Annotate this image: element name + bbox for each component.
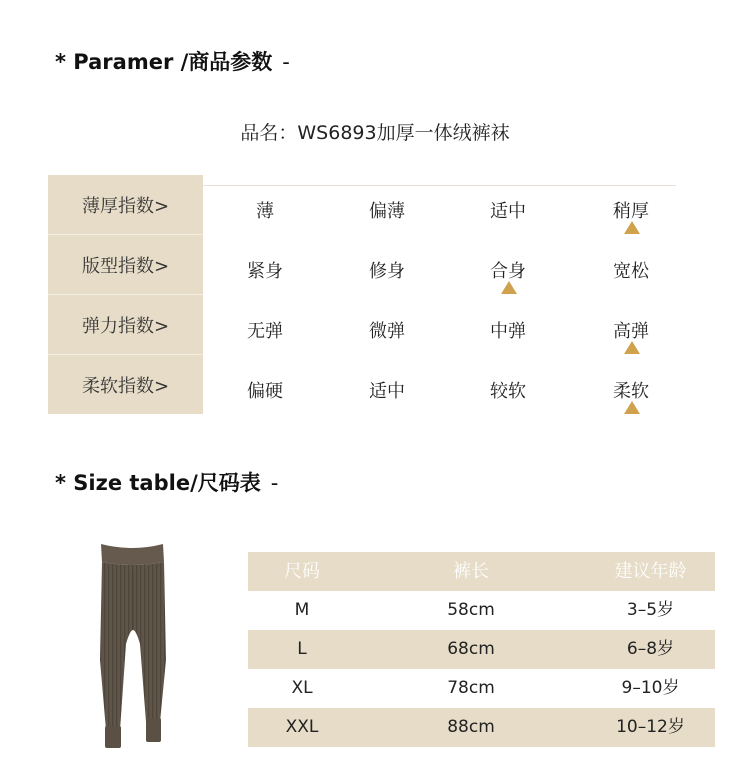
size-section-title bbox=[55, 467, 278, 497]
length-cell: 58cm bbox=[447, 600, 495, 620]
option-text: 柔软 bbox=[613, 381, 649, 402]
age-cell: 3–5岁 bbox=[626, 600, 675, 620]
size-table-row bbox=[248, 669, 715, 708]
header-cell: 尺码 bbox=[284, 561, 320, 582]
param-option bbox=[327, 235, 447, 295]
option-text: 修身 bbox=[369, 261, 405, 282]
title-dash: - bbox=[270, 471, 279, 495]
size-table-row bbox=[248, 630, 715, 669]
triangle-up-icon bbox=[624, 341, 640, 354]
size-cell: M bbox=[294, 600, 310, 620]
option-text: 宽松 bbox=[613, 261, 649, 282]
param-option-selected bbox=[448, 235, 568, 295]
option-text: 中弹 bbox=[490, 321, 526, 342]
param-title-text: * Paramer /商品参数 bbox=[55, 50, 273, 74]
param-option bbox=[327, 175, 447, 235]
option-text: 微弹 bbox=[369, 321, 405, 342]
param-label: 弹力指数> bbox=[48, 295, 203, 354]
triangle-up-icon bbox=[624, 221, 640, 234]
param-option bbox=[205, 295, 325, 355]
leggings-image bbox=[92, 540, 174, 752]
product-name: 品名：WS6893加厚一体绒裤袜 bbox=[240, 122, 510, 144]
header-cell: 建议年龄 bbox=[614, 561, 687, 582]
age-cell: 9–10岁 bbox=[621, 678, 680, 698]
header-cell: 裤长 bbox=[453, 561, 489, 582]
param-row-softness bbox=[48, 355, 676, 415]
param-section-title bbox=[55, 46, 290, 76]
param-row-elasticity bbox=[48, 295, 676, 355]
param-row-fit bbox=[48, 235, 676, 295]
size-table-header bbox=[248, 552, 715, 591]
param-option bbox=[448, 175, 568, 235]
size-table-row bbox=[248, 708, 715, 747]
param-option-selected bbox=[571, 175, 691, 235]
size-cell: L bbox=[297, 639, 307, 659]
size-cell: XXL bbox=[285, 717, 319, 737]
param-label: 薄厚指数> bbox=[48, 175, 203, 234]
param-option bbox=[327, 355, 447, 415]
param-option-selected bbox=[571, 355, 691, 415]
param-option bbox=[205, 235, 325, 295]
param-option bbox=[205, 175, 325, 235]
option-text: 偏薄 bbox=[369, 201, 405, 222]
option-text: 无弹 bbox=[247, 321, 283, 342]
option-text: 合身 bbox=[490, 261, 526, 282]
param-option bbox=[205, 355, 325, 415]
title-dash: - bbox=[282, 50, 290, 74]
param-option-selected bbox=[571, 295, 691, 355]
option-text: 紧身 bbox=[247, 261, 283, 282]
length-cell: 78cm bbox=[447, 678, 495, 698]
param-label: 柔软指数> bbox=[48, 355, 203, 414]
option-text: 高弹 bbox=[613, 321, 649, 342]
param-option bbox=[571, 235, 691, 295]
param-option bbox=[327, 295, 447, 355]
option-text: 稍厚 bbox=[613, 201, 649, 222]
option-text: 偏硬 bbox=[247, 381, 283, 402]
option-text: 较软 bbox=[490, 381, 526, 402]
age-cell: 6–8岁 bbox=[626, 639, 675, 659]
age-cell: 10–12岁 bbox=[616, 717, 685, 737]
length-cell: 68cm bbox=[447, 639, 495, 659]
param-label: 版型指数> bbox=[48, 235, 203, 294]
param-option bbox=[448, 295, 568, 355]
triangle-up-icon bbox=[501, 281, 517, 294]
size-cell: XL bbox=[291, 678, 313, 698]
length-cell: 88cm bbox=[447, 717, 495, 737]
size-title-text: * Size table/尺码表 bbox=[55, 471, 261, 495]
option-text: 适中 bbox=[490, 201, 526, 222]
option-text: 适中 bbox=[369, 381, 405, 402]
option-text: 薄 bbox=[256, 201, 274, 222]
param-option bbox=[448, 355, 568, 415]
param-row-thickness bbox=[48, 175, 676, 235]
triangle-up-icon bbox=[624, 401, 640, 414]
size-table-row bbox=[248, 591, 715, 630]
